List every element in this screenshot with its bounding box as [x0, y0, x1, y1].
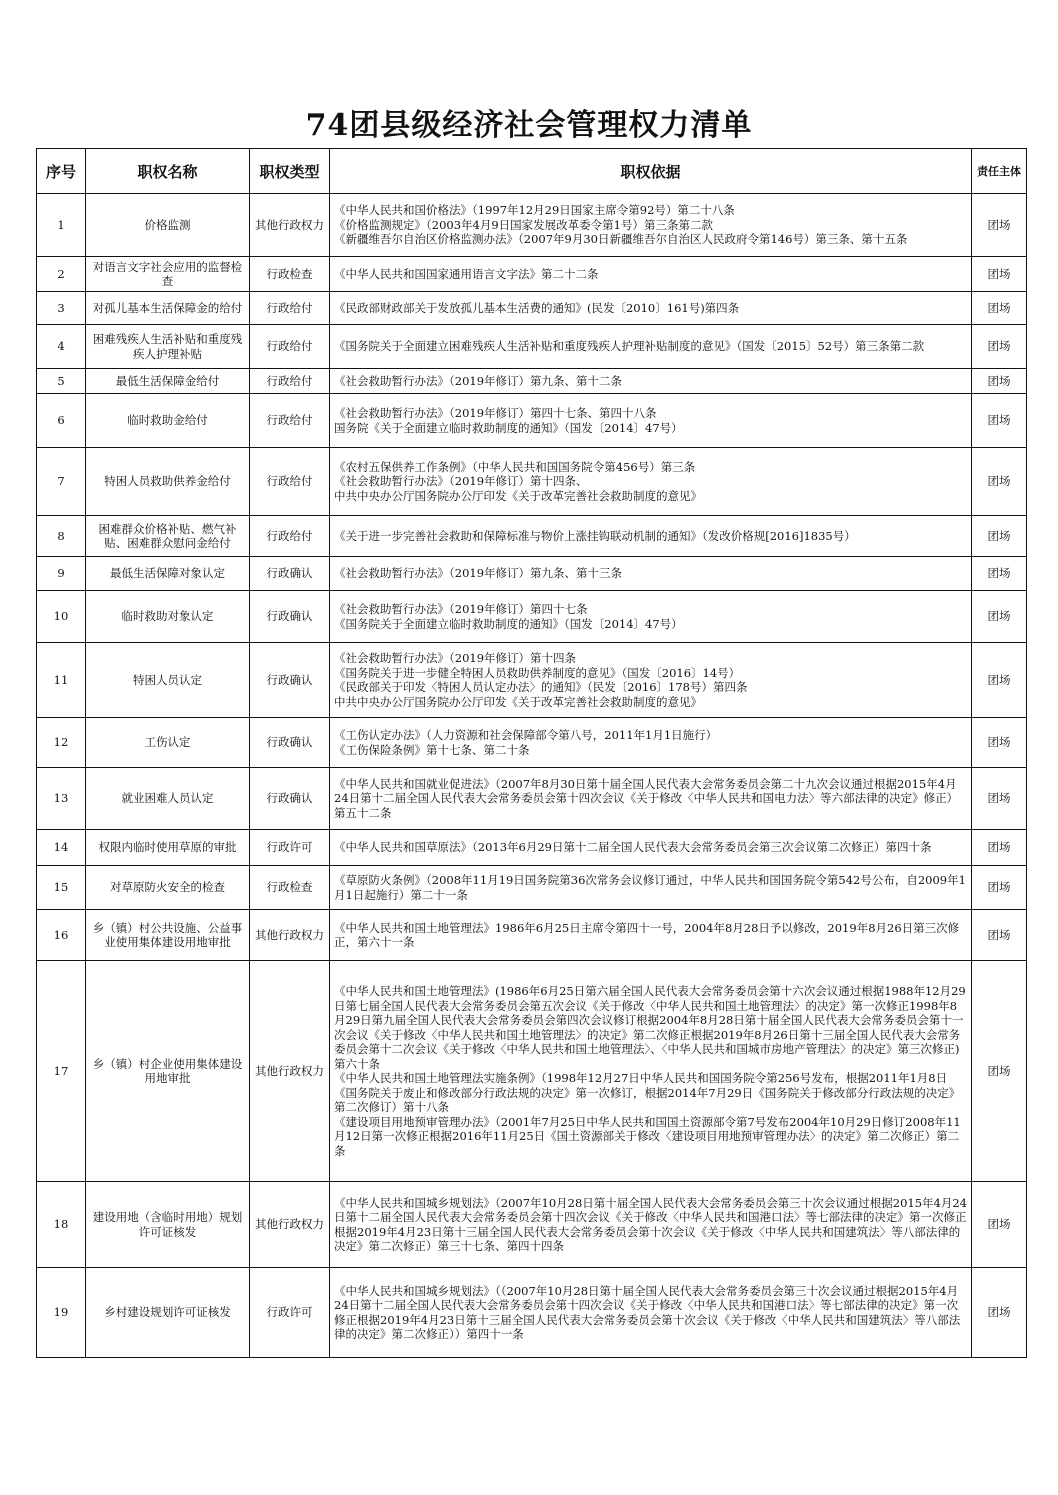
row-owner: 团场 [972, 557, 1027, 591]
row-type: 行政检查 [250, 866, 330, 910]
row-seq: 15 [37, 866, 86, 910]
row-basis: 《社会救助暂行办法》（2019年修订）第九条、第十二条 [330, 369, 972, 394]
table-row [37, 830, 1027, 866]
row-seq: 5 [37, 369, 86, 394]
row-owner: 团场 [972, 257, 1027, 292]
table-row [37, 292, 1027, 325]
row-type: 行政确认 [250, 768, 330, 830]
row-name: 临时救助金给付 [86, 394, 250, 448]
row-name: 权限内临时使用草原的审批 [86, 830, 250, 866]
row-type: 行政确认 [250, 557, 330, 591]
row-seq: 16 [37, 910, 86, 961]
row-seq: 2 [37, 257, 86, 292]
row-name: 乡村建设规划许可证核发 [86, 1268, 250, 1358]
row-name: 对孤儿基本生活保障金的给付 [86, 292, 250, 325]
table-row [37, 643, 1027, 718]
row-name: 就业困难人员认定 [86, 768, 250, 830]
table-row [37, 448, 1027, 516]
row-owner: 团场 [972, 1182, 1027, 1268]
table-row [37, 1268, 1027, 1358]
row-type: 行政给付 [250, 325, 330, 369]
row-seq: 19 [37, 1268, 86, 1358]
row-seq: 8 [37, 516, 86, 557]
row-owner: 团场 [972, 643, 1027, 718]
page-title: 74团县级经济社会管理权力清单 [305, 108, 753, 143]
row-name: 特困人员救助供养金给付 [86, 448, 250, 516]
row-seq: 11 [37, 643, 86, 718]
row-basis: 《关于进一步完善社会救助和保障标准与物价上涨挂钩联动机制的通知》（发改价格规[2016]1835号） [330, 516, 972, 557]
row-owner: 团场 [972, 448, 1027, 516]
row-owner: 团场 [972, 292, 1027, 325]
row-name: 乡（镇）村公共设施、公益事业使用集体建设用地审批 [86, 910, 250, 961]
table-row [37, 369, 1027, 394]
row-seq: 1 [37, 194, 86, 257]
row-name: 最低生活保障对象认定 [86, 557, 250, 591]
row-name: 对草原防火安全的检查 [86, 866, 250, 910]
row-owner: 团场 [972, 194, 1027, 257]
row-owner: 团场 [972, 591, 1027, 643]
row-owner: 团场 [972, 830, 1027, 866]
row-basis: 《中华人民共和国城乡规划法》（（2007年10月28日第十届全国人民代表大会常务委员会第三十次会议通过根据2015年4月24日第十二届全国人民代表大会常务委员会第十四次会议《关于修改〈中华人民共和国港口法〉等七部法律的决定》第一次修正根据2019年4月23日第十三届全国人民代表大会常务委员会第十次会议《关于修改〈中华人民共和国建筑法〉等八部法律的决定》第二次修正））第四十一条 [330, 1268, 972, 1358]
row-type: 行政给付 [250, 516, 330, 557]
row-seq: 13 [37, 768, 86, 830]
table-row [37, 325, 1027, 369]
row-basis: 《社会救助暂行办法》（2019年修订）第四十七条 《国务院关于全面建立临时救助制度的通知》（国发〔2014〕47号） [330, 591, 972, 643]
row-owner: 团场 [972, 718, 1027, 768]
table-row [37, 257, 1027, 292]
row-seq: 14 [37, 830, 86, 866]
header-basis: 职权依据 [330, 149, 972, 194]
row-type: 其他行政权力 [250, 1182, 330, 1268]
power-list-table [36, 148, 1027, 1358]
header-name: 职权名称 [86, 149, 250, 194]
row-seq: 18 [37, 1182, 86, 1268]
table-body [37, 194, 1027, 1358]
row-type: 其他行政权力 [250, 961, 330, 1182]
row-type: 其他行政权力 [250, 194, 330, 257]
row-seq: 10 [37, 591, 86, 643]
row-seq: 4 [37, 325, 86, 369]
row-owner: 团场 [972, 961, 1027, 1182]
row-basis: 《社会救助暂行办法》（2019年修订）第九条、第十三条 [330, 557, 972, 591]
row-basis: 《社会救助暂行办法》（2019年修订）第十四条 《国务院关于进一步健全特困人员救助供养制度的意见》（国发〔2016〕14号） 《民政部关于印发〈特困人员认定办法〉的通知》（民发〔2016〕178号）第四条 中共中央办公厅国务院办公厅印发《关于改革完善社会救助制度的意见》 [330, 643, 972, 718]
row-owner: 团场 [972, 369, 1027, 394]
row-seq: 6 [37, 394, 86, 448]
row-type: 行政确认 [250, 718, 330, 768]
row-owner: 团场 [972, 1268, 1027, 1358]
row-name: 价格监测 [86, 194, 250, 257]
row-basis: 《中华人民共和国草原法》（2013年6月29日第十二届全国人民代表大会常务委员会第三次会议第二次修正）第四十条 [330, 830, 972, 866]
row-seq: 12 [37, 718, 86, 768]
row-basis: 《国务院关于全面建立困难残疾人生活补贴和重度残疾人护理补贴制度的意见》（国发〔2015〕52号）第三条第二款 [330, 325, 972, 369]
row-type: 行政确认 [250, 591, 330, 643]
row-owner: 团场 [972, 768, 1027, 830]
row-basis: 《工伤认定办法》（人力资源和社会保障部令第八号，2011年1月1日施行） 《工伤保险条例》第十七条、第二十条 [330, 718, 972, 768]
table-row [37, 557, 1027, 591]
row-type: 行政给付 [250, 292, 330, 325]
table-header-row [37, 149, 1027, 194]
row-name: 困难残疾人生活补贴和重度残疾人护理补贴 [86, 325, 250, 369]
header-owner: 责任主体 [972, 149, 1027, 194]
row-owner: 团场 [972, 866, 1027, 910]
row-basis: 《农村五保供养工作条例》（中华人民共和国国务院令第456号）第三条 《社会救助暂行办法》（2019年修订）第十四条、 中共中央办公厅国务院办公厅印发《关于改革完善社会救助制度的意见》 [330, 448, 972, 516]
row-owner: 团场 [972, 394, 1027, 448]
header-type: 职权类型 [250, 149, 330, 194]
row-type: 行政给付 [250, 369, 330, 394]
table-row [37, 910, 1027, 961]
row-basis: 《中华人民共和国城乡规划法》（2007年10月28日第十届全国人民代表大会常务委员会第三十次会议通过根据2015年4月24日第十二届全国人民代表大会常务委员会第十四次会议《关于修改〈中华人民共和国港口法〉等七部法律的决定》第一次修正根据2019年4月23日第十三届全国人民代表大会常务委员会第十次会议《关于修改〈中华人民共和国建筑法〉等八部法律的决定》第二次修正）第三十七条、第四十四条 [330, 1182, 972, 1268]
row-name: 临时救助对象认定 [86, 591, 250, 643]
row-name: 最低生活保障金给付 [86, 369, 250, 394]
table-row [37, 1182, 1027, 1268]
row-basis: 《社会救助暂行办法》（2019年修订）第四十七条、第四十八条 国务院《关于全面建立临时救助制度的通知》（国发〔2014〕47号） [330, 394, 972, 448]
row-basis: 《中华人民共和国就业促进法》（2007年8月30日第十届全国人民代表大会常务委员会第二十九次会议通过根据2015年4月24日第十二届全国人民代表大会常务委员会第十四次会议《关于修改〈中华人民共和国电力法〉等六部法律的决定》修正）第五十二条 [330, 768, 972, 830]
table-row [37, 961, 1027, 1182]
row-name: 工伤认定 [86, 718, 250, 768]
row-seq: 9 [37, 557, 86, 591]
table-row [37, 768, 1027, 830]
table-row [37, 194, 1027, 257]
row-owner: 团场 [972, 325, 1027, 369]
row-type: 行政给付 [250, 394, 330, 448]
row-basis: 《中华人民共和国土地管理法》(1986年6月25日第六届全国人民代表大会常务委员会第十六次会议通过根据1988年12月29日第七届全国人民代表大会常务委员会第五次会议《关于修改〈中华人民共和国土地管理法〉的决定》第一次修正1998年8月29日第九届全国人民代表大会常务委员会第四次会议修订根据2004年8月28日第十届全国人民代表大会常务委员会第十一次会议《关于修改〈中华人民共和国土地管理法〉的决定》第二次修正根据2019年8月26日第十三届全国人民代表大会常务委员会第十二次会议《关于修改〈中华人民共和国土地管理法〉、〈中华人民共和国城市房地产管理法〉的决定》第三次修正)第六十条 《中华人民共和国土地管理法实施条例》（1998年12月27日中华人民共和国国务院令第256号发布，根据2011年1月8日《国务院关于废止和修改部分行政法规的决定》第一次修订，根据2014年7月29日《国务院关于修改部分行政法规的决定》第二次修订）第十八条 《建设项目用地预审管理办法》（2001年7月25日中华人民共和国国土资源部令第7号发布2004年10月29日修订2008年11月12日第一次修正根据2016年11月25日《国土资源部关于修改〈建设项目用地预审管理办法〉的决定》第二次修正）第二条 [330, 961, 972, 1182]
row-owner: 团场 [972, 516, 1027, 557]
table-row [37, 394, 1027, 448]
header-seq: 序号 [37, 149, 86, 194]
row-name: 特困人员认定 [86, 643, 250, 718]
table-row [37, 591, 1027, 643]
row-type: 其他行政权力 [250, 910, 330, 961]
row-name: 对语言文字社会应用的监督检查 [86, 257, 250, 292]
row-type: 行政许可 [250, 1268, 330, 1358]
row-seq: 3 [37, 292, 86, 325]
row-basis: 《中华人民共和国土地管理法》1986年6月25日主席令第四十一号，2004年8月28日予以修改，2019年8月26日第三次修正，第六十一条 [330, 910, 972, 961]
table-row [37, 516, 1027, 557]
row-basis: 《中华人民共和国国家通用语言文字法》第二十二条 [330, 257, 972, 292]
row-name: 乡（镇）村企业使用集体建设用地审批 [86, 961, 250, 1182]
row-name: 建设用地（含临时用地）规划许可证核发 [86, 1182, 250, 1268]
table-row [37, 866, 1027, 910]
row-seq: 17 [37, 961, 86, 1182]
row-basis: 《中华人民共和国价格法》（1997年12月29日国家主席令第92号）第二十八条 《价格监测规定》（2003年4月9日国家发展改革委令第1号）第三条第二款 《新疆维吾尔自治区价格监测办法》（2007年9月30日新疆维吾尔自治区人民政府令第146号）第三条、第十五条 [330, 194, 972, 257]
row-name: 困难群众价格补贴、燃气补贴、困难群众慰问金给付 [86, 516, 250, 557]
row-type: 行政检查 [250, 257, 330, 292]
row-owner: 团场 [972, 910, 1027, 961]
row-basis: 《民政部财政部关于发放孤儿基本生活费的通知》(民发〔2010〕161号)第四条 [330, 292, 972, 325]
row-basis: 《草原防火条例》（2008年11月19日国务院第36次常务会议修订通过，中华人民共和国国务院令第542号公布，自2009年1月1日起施行）第二十一条 [330, 866, 972, 910]
row-type: 行政确认 [250, 643, 330, 718]
table-row [37, 718, 1027, 768]
row-seq: 7 [37, 448, 86, 516]
row-type: 行政给付 [250, 448, 330, 516]
row-type: 行政许可 [250, 830, 330, 866]
